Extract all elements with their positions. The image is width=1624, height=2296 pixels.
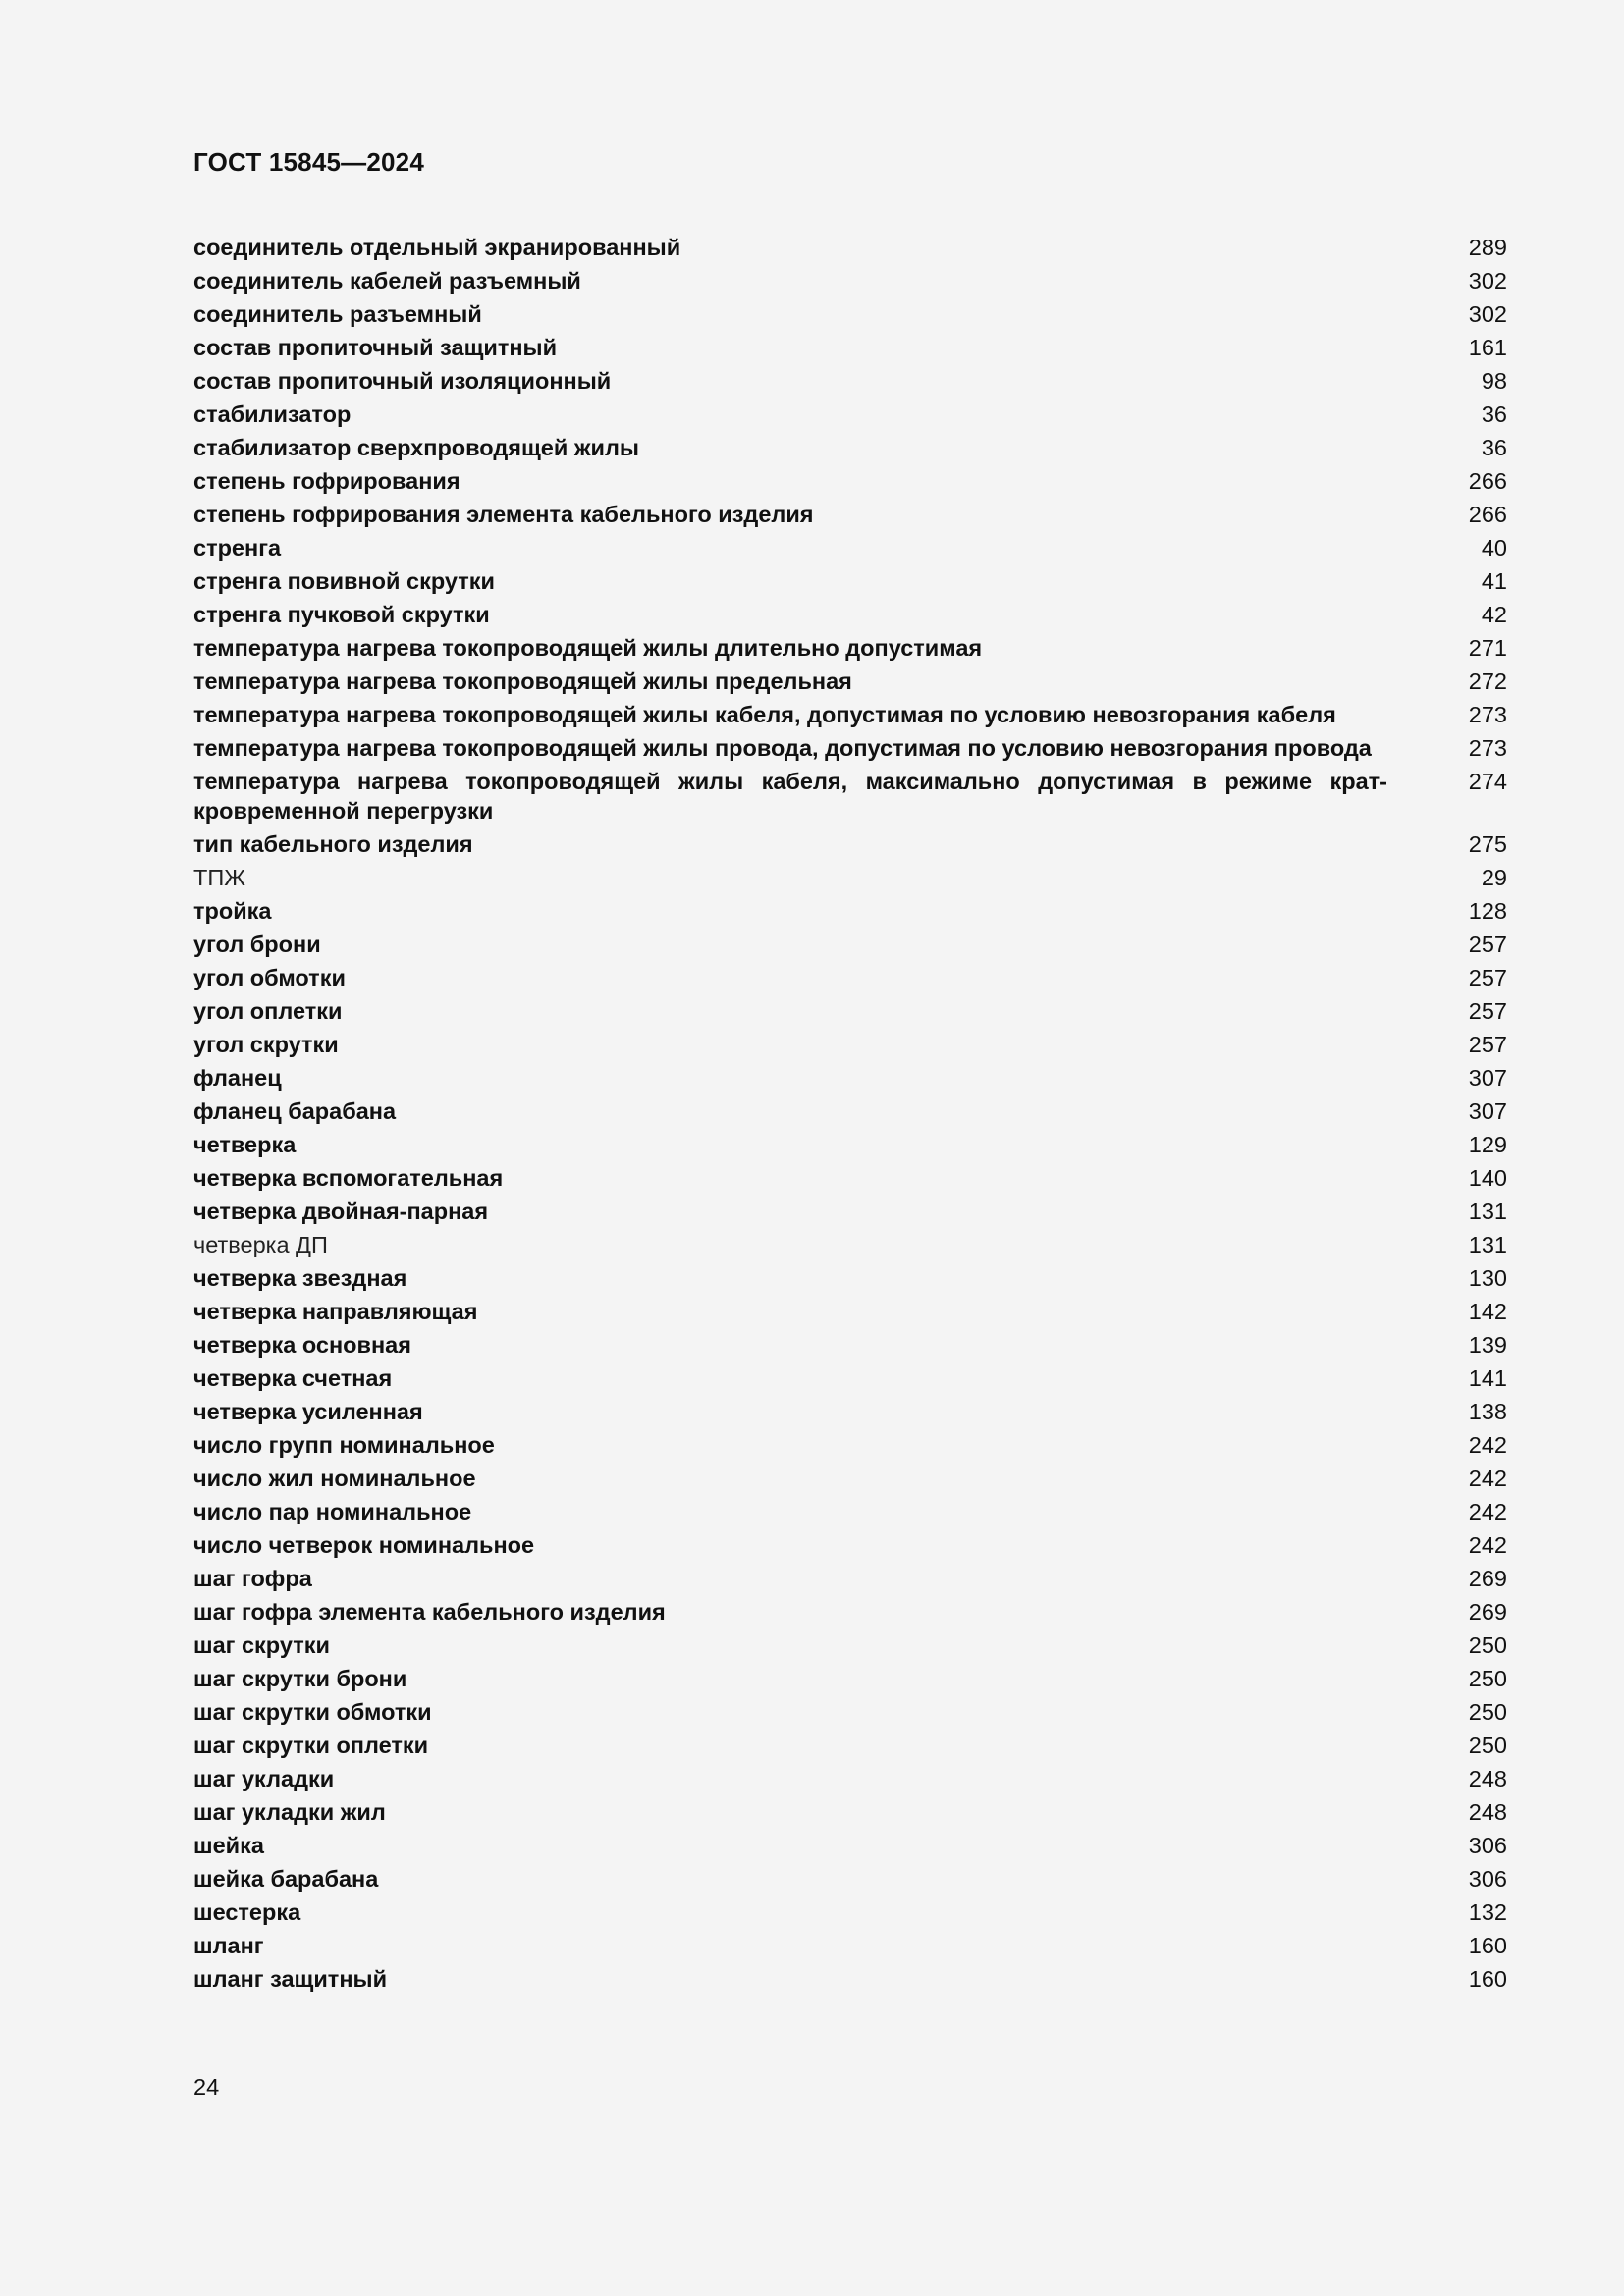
- index-term: степень гофрирования: [193, 468, 460, 494]
- index-entry: [193, 667, 1507, 696]
- index-page-ref: 160: [1468, 1933, 1507, 1958]
- term-index-list: [193, 233, 1507, 1998]
- index-term: шаг скрутки оплетки: [193, 1733, 429, 1758]
- index-term: стренга повивной скрутки: [193, 568, 495, 594]
- index-page-ref: 289: [1468, 235, 1507, 260]
- index-term: температура нагрева токопроводящей жилы кабеля, максимально допустимая в режиме крат-кровременной перегрузки: [193, 769, 1387, 824]
- index-entry: [193, 1931, 1507, 1960]
- document-header: ГОСТ 15845—2024: [193, 147, 424, 177]
- index-term: тип кабельного изделия: [193, 831, 473, 857]
- index-entry: [193, 333, 1507, 362]
- index-page-ref: 42: [1481, 602, 1507, 627]
- index-page-ref: 274: [1468, 769, 1507, 794]
- index-page-ref: 41: [1481, 568, 1507, 594]
- index-term: четверка звездная: [193, 1265, 407, 1291]
- index-entry: [193, 1697, 1507, 1727]
- index-page-ref: 98: [1481, 368, 1507, 394]
- index-page-ref: 242: [1468, 1499, 1507, 1524]
- index-term: угол оплетки: [193, 998, 343, 1024]
- index-entry: [193, 1630, 1507, 1660]
- index-page-ref: 250: [1468, 1632, 1507, 1658]
- index-page-ref: 273: [1468, 702, 1507, 727]
- index-page-ref: 257: [1468, 932, 1507, 957]
- index-term: ТПЖ: [193, 865, 245, 890]
- index-term: четверка усиленная: [193, 1399, 423, 1424]
- index-page-ref: 36: [1481, 401, 1507, 427]
- index-entry: [193, 1797, 1507, 1827]
- index-term: четверка вспомогательная: [193, 1165, 504, 1191]
- index-entry: [193, 533, 1507, 562]
- index-term: четверка: [193, 1132, 297, 1157]
- index-term: шланг защитный: [193, 1966, 388, 1992]
- index-term: состав пропиточный изоляционный: [193, 368, 612, 394]
- index-term: тройка: [193, 898, 272, 924]
- index-term: четверка направляющая: [193, 1299, 478, 1324]
- index-term: шаг гофра элемента кабельного изделия: [193, 1599, 666, 1625]
- index-term: угол брони: [193, 932, 321, 957]
- index-term: угол обмотки: [193, 965, 346, 990]
- index-entry: [193, 466, 1507, 496]
- index-entry: [193, 963, 1507, 992]
- index-term: число групп номинальное: [193, 1432, 495, 1458]
- index-page-ref: 242: [1468, 1432, 1507, 1458]
- index-page-ref: 140: [1468, 1165, 1507, 1191]
- index-page-ref: 248: [1468, 1766, 1507, 1791]
- index-page-ref: 266: [1468, 502, 1507, 527]
- index-page-ref: 272: [1468, 668, 1507, 694]
- index-page-ref: 248: [1468, 1799, 1507, 1825]
- index-page-ref: 242: [1468, 1532, 1507, 1558]
- index-page-ref: 302: [1468, 268, 1507, 294]
- index-page-ref: 307: [1468, 1098, 1507, 1124]
- index-page-ref: 131: [1468, 1199, 1507, 1224]
- index-entry: [193, 1063, 1507, 1093]
- index-term: число пар номинальное: [193, 1499, 472, 1524]
- index-entry: [193, 500, 1507, 529]
- index-entry: [193, 299, 1507, 329]
- index-entry: [193, 1530, 1507, 1560]
- index-entry: [193, 1230, 1507, 1259]
- index-entry: [193, 1864, 1507, 1894]
- index-page-ref: 302: [1468, 301, 1507, 327]
- index-term: фланец барабана: [193, 1098, 397, 1124]
- index-page-ref: 257: [1468, 1032, 1507, 1057]
- index-term: стабилизатор: [193, 401, 352, 427]
- index-page-ref: 131: [1468, 1232, 1507, 1257]
- index-page-ref: 271: [1468, 635, 1507, 661]
- index-page-ref: 161: [1468, 335, 1507, 360]
- index-page-ref: 306: [1468, 1866, 1507, 1892]
- index-entry: [193, 1664, 1507, 1693]
- index-page-ref: 275: [1468, 831, 1507, 857]
- index-term: шейка: [193, 1833, 264, 1858]
- index-term: соединитель кабелей разъемный: [193, 268, 581, 294]
- index-page-ref: 269: [1468, 1599, 1507, 1625]
- index-term: шаг скрутки брони: [193, 1666, 407, 1691]
- index-entry: [193, 433, 1507, 462]
- index-page-ref: 141: [1468, 1365, 1507, 1391]
- index-entry: [193, 863, 1507, 892]
- index-entry: [193, 1263, 1507, 1293]
- index-page-ref: 40: [1481, 535, 1507, 561]
- index-term: четверка счетная: [193, 1365, 393, 1391]
- index-entry: [193, 1330, 1507, 1360]
- index-page-ref: 307: [1468, 1065, 1507, 1091]
- index-entry: [193, 700, 1507, 729]
- index-term: стренга: [193, 535, 282, 561]
- index-entry: [193, 1831, 1507, 1860]
- index-page-ref: 250: [1468, 1666, 1507, 1691]
- index-page-ref: 250: [1468, 1699, 1507, 1725]
- index-term: шаг укладки жил: [193, 1799, 386, 1825]
- index-term: шланг: [193, 1933, 264, 1958]
- index-term: угол скрутки: [193, 1032, 339, 1057]
- index-entry: [193, 1197, 1507, 1226]
- index-entry: [193, 1030, 1507, 1059]
- index-page-ref: 273: [1468, 735, 1507, 761]
- index-entry: [193, 1163, 1507, 1193]
- index-entry: [193, 896, 1507, 926]
- index-page-ref: 257: [1468, 998, 1507, 1024]
- index-entry: [193, 1564, 1507, 1593]
- index-page-ref: 257: [1468, 965, 1507, 990]
- index-entry: [193, 633, 1507, 663]
- index-page-ref: 139: [1468, 1332, 1507, 1358]
- index-page-ref: 132: [1468, 1899, 1507, 1925]
- index-entry: [193, 1764, 1507, 1793]
- index-page-ref: 242: [1468, 1466, 1507, 1491]
- index-term: четверка основная: [193, 1332, 411, 1358]
- index-term: фланец: [193, 1065, 282, 1091]
- index-entry: [193, 1130, 1507, 1159]
- index-page-ref: 129: [1468, 1132, 1507, 1157]
- index-page-ref: 269: [1468, 1566, 1507, 1591]
- index-entry: [193, 1964, 1507, 1994]
- index-entry: [193, 1897, 1507, 1927]
- index-entry: [193, 566, 1507, 596]
- index-page-ref: 130: [1468, 1265, 1507, 1291]
- index-entry: [193, 930, 1507, 959]
- index-entry: [193, 400, 1507, 429]
- index-entry: [193, 233, 1507, 262]
- index-entry: [193, 1597, 1507, 1627]
- index-entry: [193, 1297, 1507, 1326]
- index-entry: [193, 1430, 1507, 1460]
- index-entry: [193, 1464, 1507, 1493]
- index-page-ref: 36: [1481, 435, 1507, 460]
- index-entry: [193, 733, 1507, 763]
- index-entry: [193, 767, 1507, 826]
- index-term: шаг скрутки обмотки: [193, 1699, 432, 1725]
- index-page-ref: 128: [1468, 898, 1507, 924]
- index-term: число жил номинальное: [193, 1466, 476, 1491]
- index-term: состав пропиточный защитный: [193, 335, 558, 360]
- index-entry: [193, 1363, 1507, 1393]
- index-entry: [193, 829, 1507, 859]
- index-page-ref: 266: [1468, 468, 1507, 494]
- index-entry: [193, 996, 1507, 1026]
- index-page-ref: 250: [1468, 1733, 1507, 1758]
- index-term: соединитель отдельный экранированный: [193, 235, 681, 260]
- page-number: 24: [193, 2074, 220, 2100]
- index-entry: [193, 1497, 1507, 1526]
- index-entry: [193, 1096, 1507, 1126]
- index-entry: [193, 600, 1507, 629]
- index-page-ref: 142: [1468, 1299, 1507, 1324]
- index-term: шаг укладки: [193, 1766, 335, 1791]
- index-term: четверка ДП: [193, 1232, 328, 1257]
- index-page-ref: 29: [1481, 865, 1507, 890]
- index-term: четверка двойная-парная: [193, 1199, 489, 1224]
- index-term: температура нагрева токопроводящей жилы провода, допустимая по условию невозгорания провода: [193, 735, 1372, 761]
- index-term: стабилизатор сверхпроводящей жилы: [193, 435, 639, 460]
- index-term: число четверок номинальное: [193, 1532, 535, 1558]
- index-page-ref: 138: [1468, 1399, 1507, 1424]
- index-term: шаг гофра: [193, 1566, 312, 1591]
- index-term: температура нагрева токопроводящей жилы длительно допустимая: [193, 635, 983, 661]
- index-term: шейка барабана: [193, 1866, 379, 1892]
- index-entry: [193, 1397, 1507, 1426]
- index-term: температура нагрева токопроводящей жилы предельная: [193, 668, 852, 694]
- index-term: шаг скрутки: [193, 1632, 330, 1658]
- index-entry: [193, 1731, 1507, 1760]
- index-entry: [193, 266, 1507, 295]
- index-term: стренга пучковой скрутки: [193, 602, 490, 627]
- index-page-ref: 160: [1468, 1966, 1507, 1992]
- index-page-ref: 306: [1468, 1833, 1507, 1858]
- index-term: степень гофрирования элемента кабельного изделия: [193, 502, 814, 527]
- index-term: шестерка: [193, 1899, 301, 1925]
- index-entry: [193, 366, 1507, 396]
- index-term: соединитель разъемный: [193, 301, 482, 327]
- index-term: температура нагрева токопроводящей жилы кабеля, допустимая по условию невозгорания кабеля: [193, 702, 1336, 727]
